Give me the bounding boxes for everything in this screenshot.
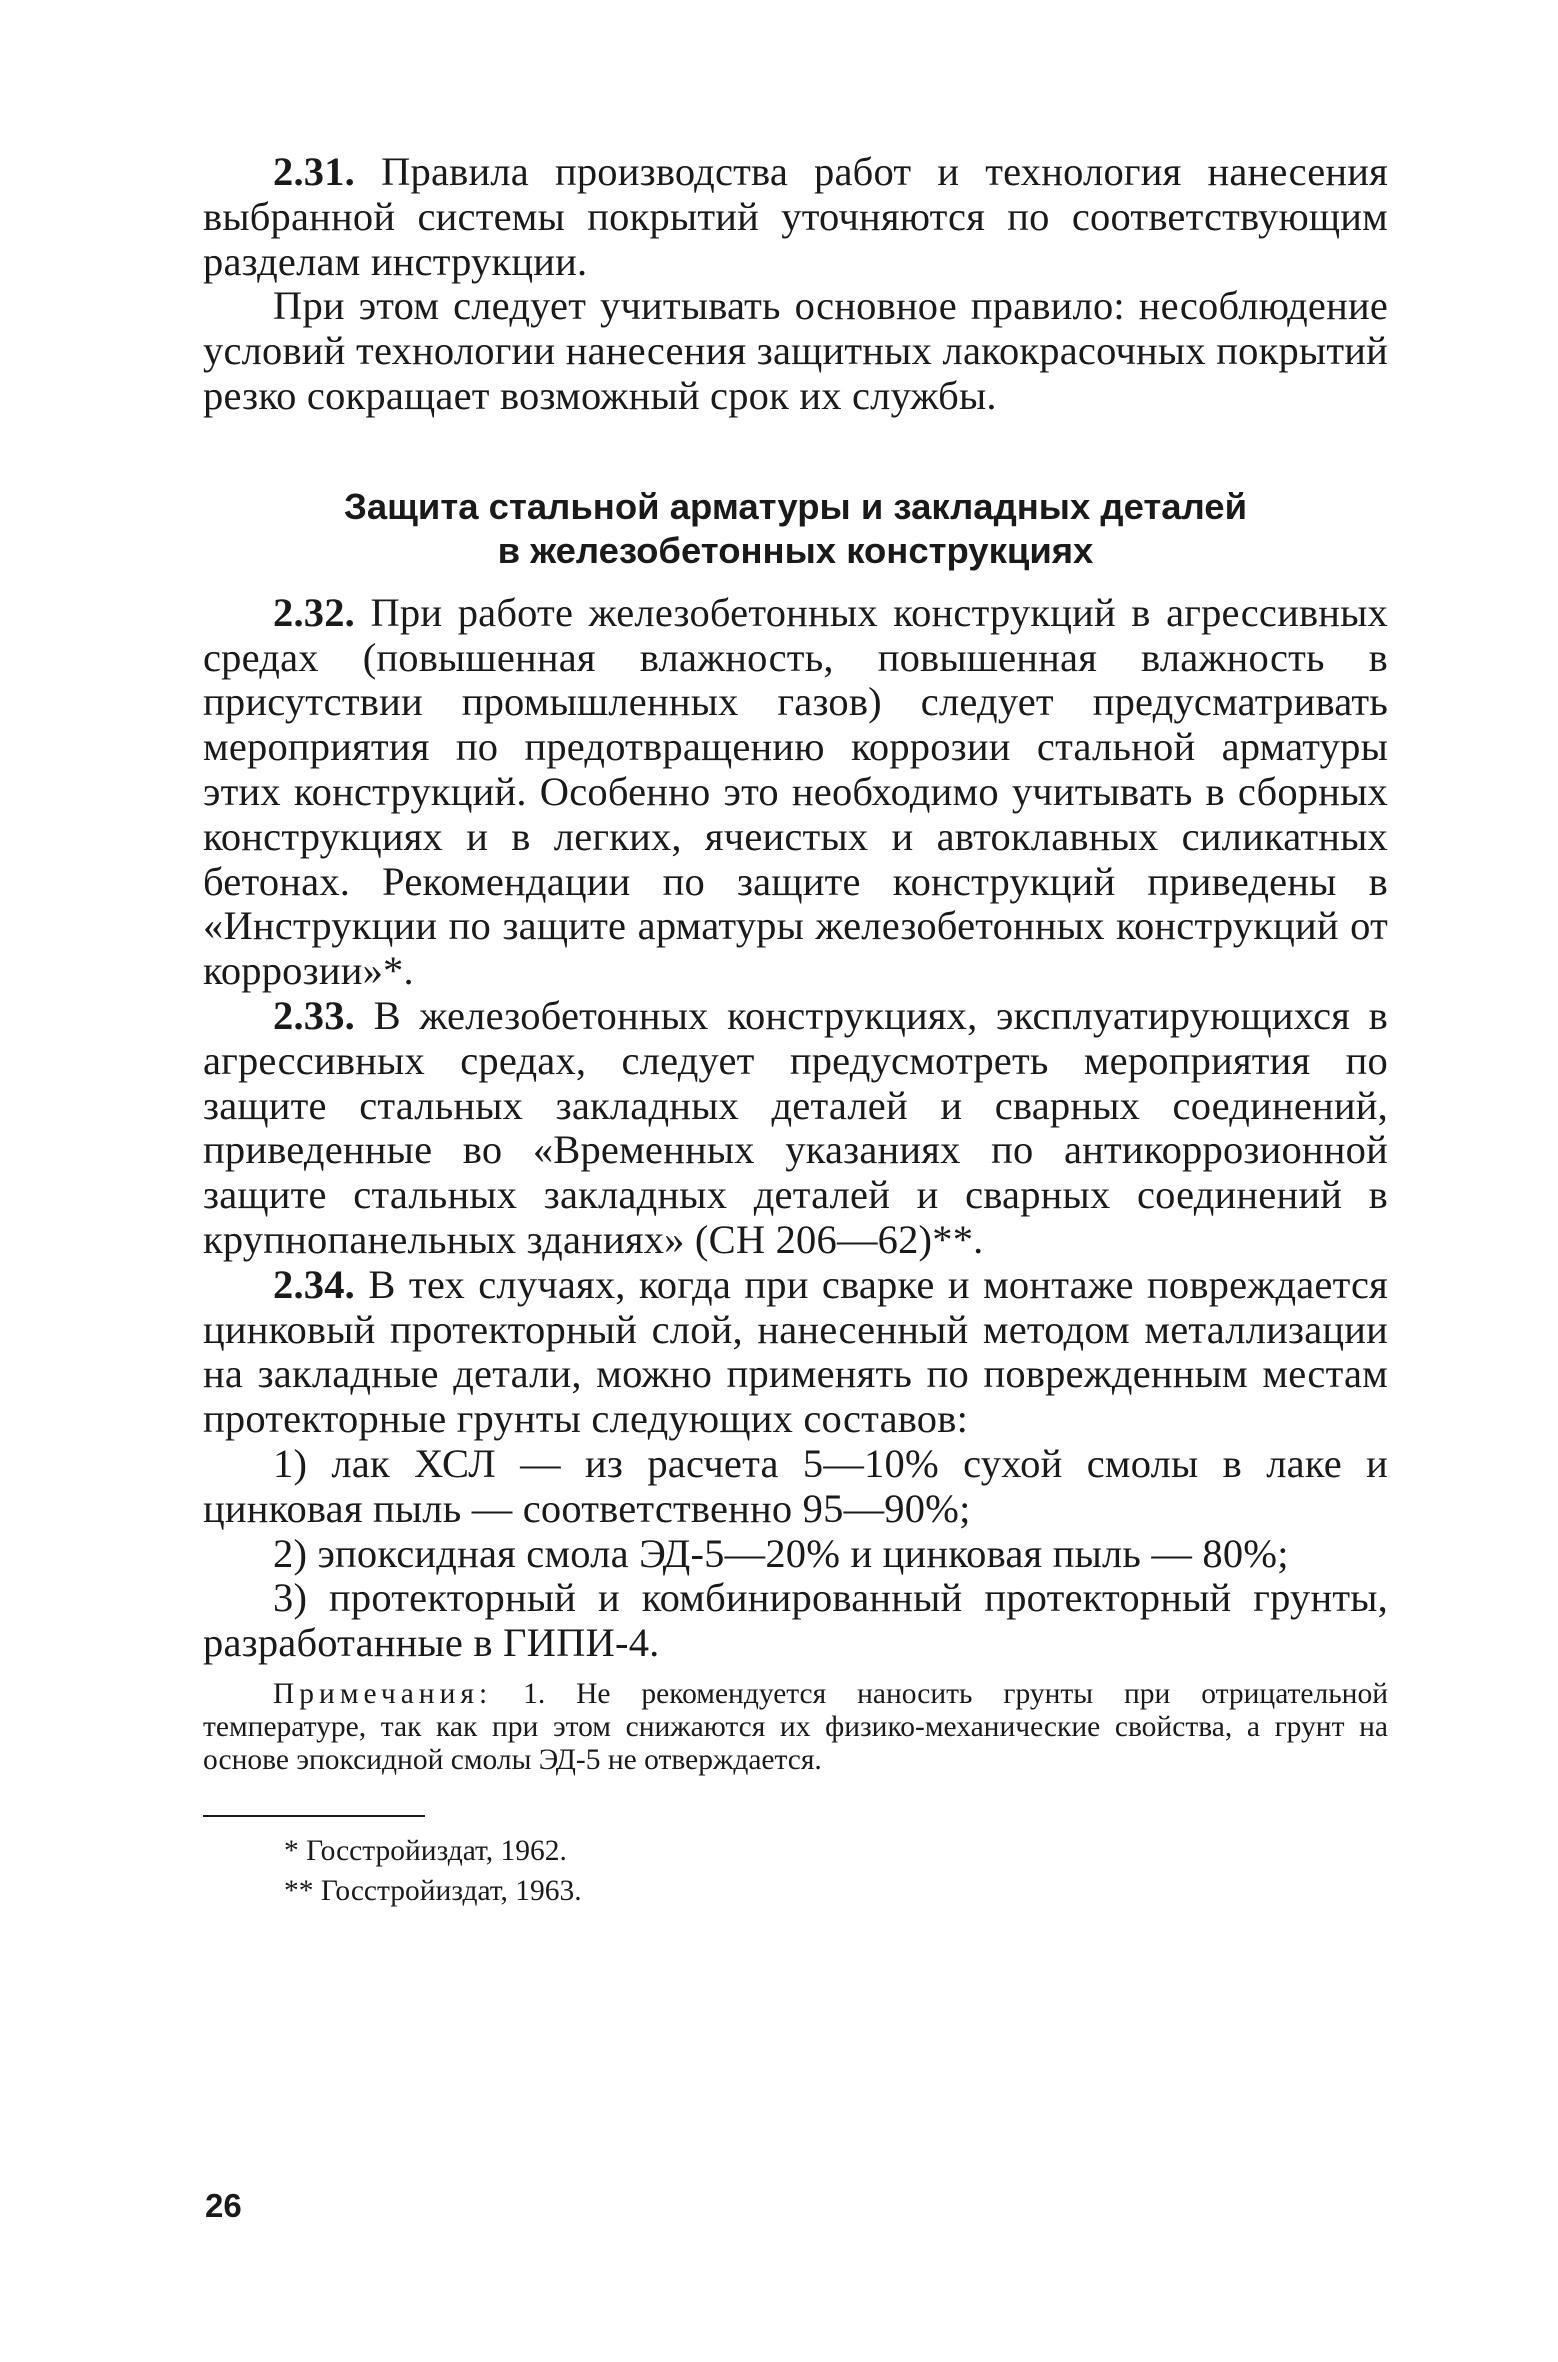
note [203, 1678, 1388, 1777]
list-item: 3) протекторный и комбинированный протекторный грунты, разработанные в ГИПИ-4. [203, 1575, 1388, 1666]
paragraph-2-31 [203, 150, 1388, 284]
list-item: 1) лак ХСЛ — из расчета 5—10% сухой смолы в лаке и цинковая пыль — соответственно 95—90%; [203, 1440, 1388, 1531]
footnote: * Госстройиздат, 1962. [284, 1834, 567, 1867]
paragraph-text: Правила производства работ и технология нанесения выбранной системы покрытий уточняются по соответствующим разделам инструкции. [203, 149, 1389, 284]
heading-line: Защита стальной арматуры и закладных деталей [343, 485, 1248, 527]
section-number: 2.33. [273, 992, 355, 1038]
paragraph-text: В железобетонных конструкциях, эксплуатирующихся в агрессивных средах, следует предусмотреть мероприятия по защите стальных закладных деталей и сварных соединений, приведенные во «Временных указаниях по антикоррозионной защите стальных закладных деталей и сварных соединений в крупнопанельных зданиях» (СН 206—62)**. [203, 992, 1388, 1262]
section-number: 2.31. [273, 149, 355, 194]
heading-line: в железобетонных конструкциях [497, 529, 1094, 571]
section-heading [203, 485, 1388, 573]
paragraph-2-34 [203, 1263, 1388, 1442]
document-page [203, 150, 1388, 1911]
footnote-divider [203, 1815, 425, 1817]
paragraph-2-33 [203, 994, 1388, 1263]
note-text: 1. Не рекомендуется наносить грунты при отрицательной температуре, так как при этом снижаются их физико-механические свойства, а грунт на основе эпоксидной смолы ЭД-5 не отверждается. [203, 1677, 1389, 1776]
note-label: Примечания: [273, 1677, 493, 1710]
section-number: 2.32. [273, 589, 355, 635]
paragraph-text: При этом следует учитывать основное правило: несоблюдение условий технологии нанесения защитных лакокрасочных покрытий резко сокращает возможный срок их службы. [203, 283, 1388, 418]
paragraph-2-31-continuation [203, 284, 1388, 418]
section-number: 2.34. [273, 1261, 355, 1307]
page-number: 26 [205, 2187, 242, 2224]
paragraph-text: В тех случаях, когда при сварке и монтаже повреждается цинковый протекторный слой, нанесенный методом металлизации на закладные детали, можно применять по поврежденным местам протекторные грунты следующих составов: [203, 1261, 1389, 1442]
paragraph-2-32 [203, 591, 1388, 994]
paragraph-text: При работе железобетонных конструкций в агрессивных средах (повышенная влажность, повышенная влажность в присутствии промышленных газов) следует предусматривать мероприятия по предотвращению коррозии стальной арматуры этих конструкций. Особенно это необходимо учитывать в сборных конструкциях и в легких, ячеистых и автоклавных силикатных бетонах. Рекомендации по защите конструкций приведены в «Инструкции по защите арматуры железобетонных конструкций от коррозии»*. [203, 589, 1388, 994]
list-item: 2) эпоксидная смола ЭД-5—20% и цинковая пыль — 80%; [273, 1530, 1289, 1576]
footnote: ** Госстройиздат, 1963. [284, 1874, 582, 1907]
